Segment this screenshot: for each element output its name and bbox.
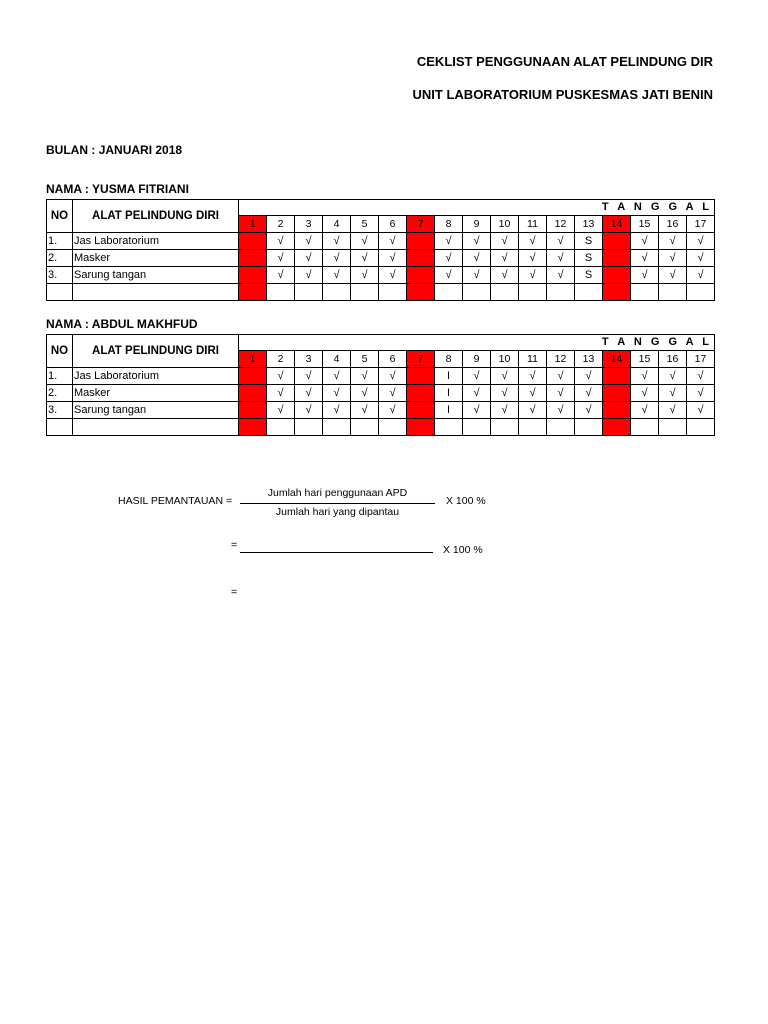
column-header-tanggal: T A N G G A L (239, 200, 715, 216)
person-name-line (46, 182, 189, 196)
check-cell (239, 267, 267, 284)
check-cell: √ (323, 267, 351, 284)
check-cell: √ (631, 402, 659, 419)
day-header-cell: 6 (379, 351, 407, 368)
check-cell: √ (323, 368, 351, 385)
day-header-cell: 15 (631, 351, 659, 368)
check-cell: √ (575, 402, 603, 419)
check-cell: √ (491, 368, 519, 385)
empty-cell (519, 284, 547, 301)
check-cell: √ (267, 368, 295, 385)
empty-cell (295, 419, 323, 436)
day-header-cell: 7 (407, 216, 435, 233)
table-row (47, 233, 715, 250)
day-header-cell: 17 (687, 351, 715, 368)
check-cell (603, 368, 631, 385)
table-row (47, 385, 715, 402)
check-cell: √ (491, 250, 519, 267)
check-cell (603, 385, 631, 402)
check-cell: √ (379, 402, 407, 419)
check-cell: √ (351, 368, 379, 385)
check-cell: √ (687, 368, 715, 385)
apd-checklist-table (46, 199, 715, 301)
person-name-label: NAMA (46, 317, 82, 331)
check-cell: √ (519, 402, 547, 419)
day-header-cell: 11 (519, 216, 547, 233)
check-cell: √ (379, 385, 407, 402)
check-cell: √ (575, 368, 603, 385)
check-cell (603, 233, 631, 250)
month-line (46, 143, 182, 157)
check-cell: √ (687, 402, 715, 419)
day-header-cell: 7 (407, 351, 435, 368)
person-name-label: NAMA (46, 182, 82, 196)
day-header-cell: 1 (239, 216, 267, 233)
check-cell: S (575, 233, 603, 250)
check-cell: √ (351, 267, 379, 284)
empty-cell (631, 419, 659, 436)
check-cell: √ (547, 233, 575, 250)
formula-equals: = (231, 586, 238, 598)
formula-multiplier: X 100 % (446, 495, 486, 507)
day-header-cell: 2 (267, 351, 295, 368)
check-cell: √ (295, 250, 323, 267)
day-header-cell: 1 (239, 351, 267, 368)
check-cell: √ (631, 267, 659, 284)
check-cell: √ (435, 233, 463, 250)
empty-cell (351, 284, 379, 301)
day-header-cell: 17 (687, 216, 715, 233)
empty-cell (575, 284, 603, 301)
check-cell: √ (631, 385, 659, 402)
day-header-cell: 16 (659, 351, 687, 368)
empty-cell (323, 284, 351, 301)
equipment-name: Sarung tangan (73, 402, 239, 419)
day-header-cell: 8 (435, 216, 463, 233)
empty-cell (73, 284, 239, 301)
check-cell: √ (659, 233, 687, 250)
check-cell: √ (659, 250, 687, 267)
check-cell (407, 385, 435, 402)
check-cell: √ (491, 402, 519, 419)
day-header-cell: 5 (351, 216, 379, 233)
day-header-cell: 12 (547, 351, 575, 368)
empty-cell (435, 284, 463, 301)
check-cell: √ (351, 402, 379, 419)
check-cell (407, 267, 435, 284)
check-cell: √ (631, 250, 659, 267)
empty-row (47, 419, 715, 436)
document-subtitle: UNIT LABORATORIUM PUSKESMAS JATI BENIN (412, 87, 713, 102)
empty-cell (463, 419, 491, 436)
empty-cell (575, 419, 603, 436)
column-header-alat: ALAT PELINDUNG DIRI (73, 335, 239, 368)
check-cell (239, 385, 267, 402)
check-cell: √ (519, 385, 547, 402)
table-row (47, 402, 715, 419)
check-cell: √ (547, 385, 575, 402)
check-cell: √ (547, 267, 575, 284)
check-cell: √ (547, 368, 575, 385)
empty-cell (295, 284, 323, 301)
header-row (47, 200, 715, 216)
check-cell: √ (323, 233, 351, 250)
check-cell: √ (323, 385, 351, 402)
empty-cell (659, 419, 687, 436)
formula-multiplier: X 100 % (443, 544, 483, 556)
check-cell: √ (519, 233, 547, 250)
check-cell: S (575, 267, 603, 284)
empty-cell (73, 419, 239, 436)
empty-cell (659, 284, 687, 301)
empty-cell (491, 419, 519, 436)
check-cell: I (435, 385, 463, 402)
check-cell: I (435, 368, 463, 385)
row-number: 3. (47, 267, 73, 284)
row-number: 1. (47, 368, 73, 385)
empty-cell (491, 284, 519, 301)
day-header-cell: 10 (491, 351, 519, 368)
check-cell: √ (491, 267, 519, 284)
check-cell: √ (435, 250, 463, 267)
check-cell: √ (631, 368, 659, 385)
month-value: JANUARI 2018 (98, 143, 183, 157)
table-row (47, 267, 715, 284)
check-cell: √ (379, 368, 407, 385)
check-cell: √ (323, 250, 351, 267)
day-header-cell: 10 (491, 216, 519, 233)
formula-denominator: Jumlah hari yang dipantau (275, 506, 400, 518)
empty-cell (239, 284, 267, 301)
day-header-cell: 5 (351, 351, 379, 368)
empty-cell (323, 419, 351, 436)
check-cell: √ (351, 233, 379, 250)
day-header-cell: 4 (323, 216, 351, 233)
empty-cell (267, 419, 295, 436)
month-label: BULAN (46, 143, 88, 157)
check-cell: √ (687, 385, 715, 402)
row-number: 1. (47, 233, 73, 250)
check-cell: √ (687, 250, 715, 267)
person-name-value: ABDUL MAKHFUD (91, 317, 198, 331)
check-cell: √ (687, 267, 715, 284)
check-cell (603, 267, 631, 284)
empty-cell (519, 419, 547, 436)
day-header-cell: 3 (295, 351, 323, 368)
check-cell: √ (659, 267, 687, 284)
empty-cell (239, 419, 267, 436)
check-cell: √ (295, 267, 323, 284)
check-cell (407, 233, 435, 250)
empty-cell (47, 284, 73, 301)
day-header-cell: 13 (575, 216, 603, 233)
check-cell: √ (687, 233, 715, 250)
check-cell: √ (295, 233, 323, 250)
table-row (47, 250, 715, 267)
day-header-cell: 6 (379, 216, 407, 233)
check-cell: S (575, 250, 603, 267)
check-cell: √ (575, 385, 603, 402)
person-name-colon: : (84, 317, 92, 331)
column-header-tanggal: T A N G G A L (239, 335, 715, 351)
day-header-cell: 9 (463, 216, 491, 233)
check-cell: √ (491, 233, 519, 250)
day-header-cell: 12 (547, 216, 575, 233)
equipment-name: Jas Laboratorium (73, 233, 239, 250)
check-cell (603, 250, 631, 267)
check-cell (407, 250, 435, 267)
check-cell: √ (323, 402, 351, 419)
month-colon: : (91, 143, 99, 157)
check-cell: √ (547, 402, 575, 419)
equipment-name: Sarung tangan (73, 267, 239, 284)
check-cell: √ (267, 233, 295, 250)
check-cell: √ (351, 385, 379, 402)
day-header-cell: 2 (267, 216, 295, 233)
column-header-no: NO (47, 200, 73, 233)
check-cell (239, 233, 267, 250)
empty-cell (547, 284, 575, 301)
empty-cell (407, 419, 435, 436)
empty-cell (547, 419, 575, 436)
person-name-colon: : (84, 182, 93, 196)
empty-cell (407, 284, 435, 301)
fraction-line (240, 503, 435, 504)
check-cell: √ (379, 267, 407, 284)
check-cell (239, 250, 267, 267)
day-header-cell: 15 (631, 216, 659, 233)
day-header-cell: 14 (603, 351, 631, 368)
check-cell: √ (379, 233, 407, 250)
empty-cell (379, 284, 407, 301)
check-cell (407, 402, 435, 419)
check-cell: √ (519, 250, 547, 267)
day-header-cell: 8 (435, 351, 463, 368)
row-number: 2. (47, 250, 73, 267)
check-cell: √ (463, 233, 491, 250)
equipment-name: Masker (73, 385, 239, 402)
check-cell: √ (463, 267, 491, 284)
check-cell: √ (295, 402, 323, 419)
check-cell: √ (463, 385, 491, 402)
check-cell: √ (547, 250, 575, 267)
empty-cell (379, 419, 407, 436)
formula-numerator: Jumlah hari penggunaan APD (267, 487, 408, 499)
row-number: 3. (47, 402, 73, 419)
check-cell: √ (659, 368, 687, 385)
person-name-value: YUSMA FITRIANI (92, 182, 189, 196)
check-cell: √ (267, 402, 295, 419)
check-cell: √ (631, 233, 659, 250)
day-header-cell: 3 (295, 216, 323, 233)
column-header-alat: ALAT PELINDUNG DIRI (73, 200, 239, 233)
check-cell: √ (351, 250, 379, 267)
check-cell: √ (463, 250, 491, 267)
check-cell: √ (519, 368, 547, 385)
check-cell (239, 402, 267, 419)
empty-cell (47, 419, 73, 436)
check-cell: √ (267, 267, 295, 284)
day-header-cell: 11 (519, 351, 547, 368)
empty-cell (267, 284, 295, 301)
apd-checklist-table (46, 334, 715, 436)
person-name-line (46, 317, 198, 331)
empty-cell (435, 419, 463, 436)
check-cell (239, 368, 267, 385)
check-cell: √ (659, 402, 687, 419)
equipment-name: Jas Laboratorium (73, 368, 239, 385)
formula-label: HASIL PEMANTAUAN = (118, 495, 233, 507)
check-cell: √ (519, 267, 547, 284)
empty-cell (687, 284, 715, 301)
row-number: 2. (47, 385, 73, 402)
day-header-cell: 14 (603, 216, 631, 233)
check-cell: √ (463, 402, 491, 419)
empty-row (47, 284, 715, 301)
equipment-name: Masker (73, 250, 239, 267)
check-cell: √ (379, 250, 407, 267)
column-header-no: NO (47, 335, 73, 368)
header-row (47, 335, 715, 351)
check-cell (603, 402, 631, 419)
check-cell: √ (463, 368, 491, 385)
check-cell: √ (267, 385, 295, 402)
check-cell: √ (491, 385, 519, 402)
day-header-cell: 4 (323, 351, 351, 368)
formula-equals: = (231, 539, 238, 551)
empty-cell (463, 284, 491, 301)
empty-cell (603, 284, 631, 301)
check-cell: √ (659, 385, 687, 402)
document-title: CEKLIST PENGGUNAAN ALAT PELINDUNG DIR (416, 54, 713, 69)
check-cell: √ (435, 267, 463, 284)
blank-fraction-line (240, 552, 433, 553)
empty-cell (351, 419, 379, 436)
day-header-cell: 13 (575, 351, 603, 368)
table-row (47, 368, 715, 385)
check-cell: √ (295, 385, 323, 402)
day-header-cell: 9 (463, 351, 491, 368)
empty-cell (687, 419, 715, 436)
empty-cell (631, 284, 659, 301)
check-cell (407, 368, 435, 385)
empty-cell (603, 419, 631, 436)
check-cell: √ (267, 250, 295, 267)
check-cell: I (435, 402, 463, 419)
day-header-cell: 16 (659, 216, 687, 233)
check-cell: √ (295, 368, 323, 385)
